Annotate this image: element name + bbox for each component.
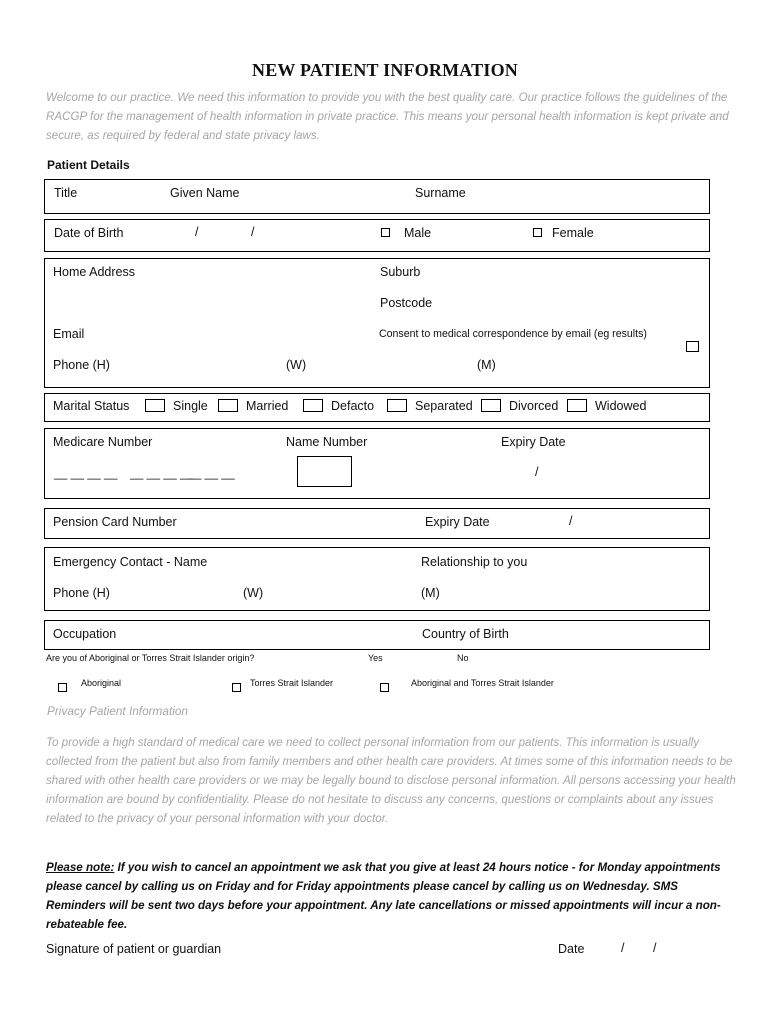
pension-row: [44, 508, 710, 539]
male-label: Male: [404, 226, 432, 240]
surname-label: Surname: [415, 186, 466, 200]
female-label: Female: [552, 226, 594, 240]
suburb-label: Suburb: [380, 265, 421, 279]
note-label: Please note:: [46, 861, 115, 874]
married-label: Married: [246, 399, 289, 413]
occupation-row: [44, 620, 710, 650]
medicare-digits-3: __ __ __: [188, 466, 235, 480]
both-origin-checkbox[interactable]: [380, 683, 389, 692]
privacy-body: To provide a high standard of medical care we need to collect personal information from our patients. This information is usually collected from the patient but also from family members and other health care providers. At times some of this information needs to be shared with other health care providers or we may be legally bound to disclose personal information. All persons accessing your health information are bound by confidentiality. Please do not hesitate to discuss any concerns, questions or complaints about any issues related to the privacy of your personal information with your doctor.: [46, 736, 736, 825]
relationship-label: Relationship to you: [421, 555, 528, 569]
marital-row: [44, 393, 710, 422]
medicare-expiry-slash: /: [535, 465, 539, 479]
signature-label: Signature of patient or guardian: [46, 942, 222, 956]
pension-expiry-slash: /: [569, 514, 573, 528]
medicare-digits-2: __ __ __ __: [130, 466, 194, 480]
separated-label: Separated: [415, 399, 473, 413]
consent-checkbox[interactable]: [686, 341, 699, 352]
divorced-label: Divorced: [509, 399, 559, 413]
work-phone-label: (W): [286, 358, 307, 372]
dob-slash-1: /: [195, 225, 199, 239]
note-text: If you wish to cancel an appointment we ask that you give at least 24 hours notice - for Monday appointments please cancel by calling us on Friday and for Friday appointments please cancel by calling us on Wednesday. SMS Reminders will be sent two days before your appointment. Any late cancellations or missed appointments will incur a non-rebateable fee.: [46, 861, 721, 931]
single-label: Single: [173, 399, 208, 413]
postcode-label: Postcode: [380, 296, 433, 310]
cancellation-note: [46, 858, 736, 934]
male-checkbox[interactable]: [381, 228, 390, 237]
aboriginal-option-label: Aboriginal: [81, 678, 122, 688]
name-number-label: Name Number: [286, 435, 368, 449]
name-row: [44, 179, 710, 214]
emergency-home-phone-label: Phone (H): [53, 586, 110, 600]
signature-date-slash-2: /: [653, 941, 657, 955]
medicare-block: [44, 428, 710, 499]
defacto-checkbox[interactable]: [303, 399, 323, 412]
defacto-label: Defacto: [331, 399, 375, 413]
widowed-label: Widowed: [595, 399, 647, 413]
privacy-heading: Privacy Patient Information: [47, 704, 188, 718]
aboriginal-yes-label: Yes: [368, 653, 383, 663]
torres-strait-option-label: Torres Strait Islander: [250, 678, 334, 688]
title-label: Title: [54, 186, 78, 200]
intro-text: Welcome to our practice. We need this information to provide you with the best quality care. Our practice follows the guidelines of the RACGP for the management of health information in private practice. This means your personal health information is kept private and secure, as required by federal and state privacy laws.: [46, 91, 729, 142]
marital-status-label: Marital Status: [53, 399, 130, 413]
page-title: NEW PATIENT INFORMATION: [252, 60, 518, 80]
emergency-name-label: Emergency Contact - Name: [53, 555, 208, 569]
medicare-expiry-label: Expiry Date: [501, 435, 566, 449]
dob-slash-2: /: [251, 225, 255, 239]
widowed-checkbox[interactable]: [567, 399, 587, 412]
consent-label: Consent to medical correspondence by email (eg results): [379, 328, 647, 340]
aboriginal-no-label: No: [457, 653, 469, 663]
female-checkbox[interactable]: [533, 228, 542, 237]
country-of-birth-label: Country of Birth: [422, 627, 509, 641]
both-origin-option-label: Aboriginal and Torres Strait Islander: [411, 678, 554, 688]
patient-details-label: Patient Details: [47, 158, 130, 172]
emergency-block: [44, 547, 710, 611]
home-phone-label: Phone (H): [53, 358, 110, 372]
pension-expiry-label: Expiry Date: [425, 515, 490, 529]
married-checkbox[interactable]: [218, 399, 238, 412]
email-label: Email: [53, 327, 85, 341]
emergency-mobile-phone-label: (M): [421, 586, 440, 600]
signature-date-slash-1: /: [621, 941, 625, 955]
mobile-phone-label: (M): [477, 358, 496, 372]
dob-row: [44, 219, 710, 252]
aboriginal-question: Are you of Aboriginal or Torres Strait Islander origin?: [46, 653, 255, 663]
address-block: [44, 258, 710, 388]
name-number-box[interactable]: [297, 456, 352, 487]
torres-strait-checkbox[interactable]: [232, 683, 241, 692]
dob-label: Date of Birth: [54, 226, 124, 240]
single-checkbox[interactable]: [145, 399, 165, 412]
occupation-label: Occupation: [53, 627, 117, 641]
pension-card-label: Pension Card Number: [53, 515, 177, 529]
given-name-label: Given Name: [170, 186, 240, 200]
signature-date-label: Date: [558, 942, 585, 956]
separated-checkbox[interactable]: [387, 399, 407, 412]
home-address-label: Home Address: [53, 265, 135, 279]
medicare-number-label: Medicare Number: [53, 435, 153, 449]
divorced-checkbox[interactable]: [481, 399, 501, 412]
medicare-digits-1: __ __ __ __: [54, 466, 118, 480]
aboriginal-checkbox[interactable]: [58, 683, 67, 692]
emergency-work-phone-label: (W): [243, 586, 264, 600]
